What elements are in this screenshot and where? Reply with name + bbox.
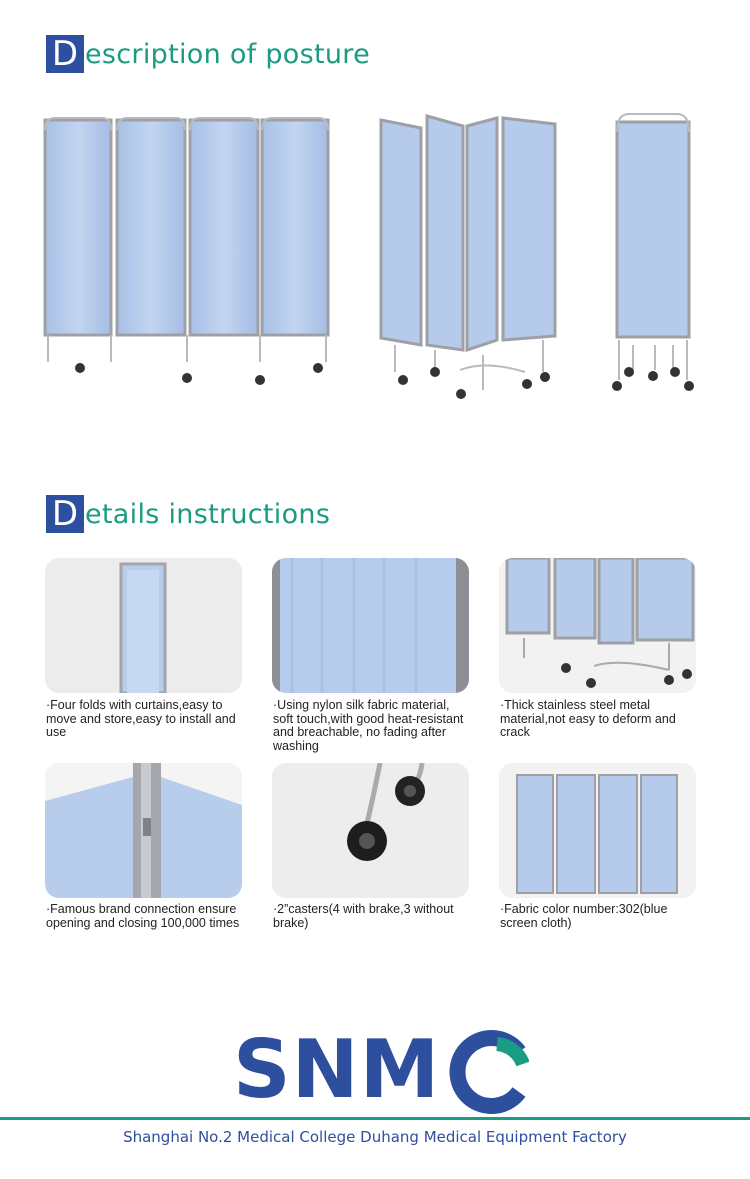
detail-caption: ·Four folds with curtains,easy to move and store,easy to install and use xyxy=(46,698,236,739)
logo-text: SNM xyxy=(233,1023,441,1116)
steel-detail-image xyxy=(499,558,696,693)
heading-text: escription of posture xyxy=(85,38,371,70)
snmc-logo xyxy=(233,1022,533,1122)
detail-caption: ·Famous brand connection ensure opening and closing 100,000 times xyxy=(46,902,240,930)
detail-caption: ·Fabric color number:302(blue screen cloth) xyxy=(500,902,668,930)
detail-caption: ·Using nylon silk fabric material, soft touch,with good heat-resistant and breachable, no fading after washing xyxy=(273,698,464,753)
detail-card-fabric xyxy=(272,558,469,693)
posture-folded-screen-image xyxy=(375,100,565,400)
detail-caption: ·2”casters(4 with brake,3 without brake) xyxy=(273,902,454,930)
heading-initial: D xyxy=(46,35,84,73)
logo-c-mark-icon xyxy=(449,1030,529,1114)
detail-caption: ·Thick stainless steel metal material,not easy to deform and crack xyxy=(500,698,676,739)
detail-card-connection xyxy=(45,763,242,898)
detail-card-steel xyxy=(499,558,696,693)
color-detail-image xyxy=(499,763,696,898)
heading-initial: D xyxy=(46,495,84,533)
fabric-detail-image xyxy=(272,558,469,693)
folds-detail-image xyxy=(45,558,242,693)
section-heading-posture xyxy=(46,34,370,74)
detail-card-casters xyxy=(272,763,469,898)
factory-name: Shanghai No.2 Medical College Duhang Medical Equipment Factory xyxy=(123,1128,627,1146)
connection-detail-image xyxy=(45,763,242,898)
detail-card-color xyxy=(499,763,696,898)
heading-text: etails instructions xyxy=(85,498,331,530)
footer-divider xyxy=(0,1117,750,1120)
detail-card-folds xyxy=(45,558,242,693)
section-heading-details xyxy=(46,494,330,534)
posture-flat-screen-image xyxy=(40,100,340,390)
posture-side-screen-image xyxy=(605,100,705,395)
casters-detail-image xyxy=(272,763,469,898)
